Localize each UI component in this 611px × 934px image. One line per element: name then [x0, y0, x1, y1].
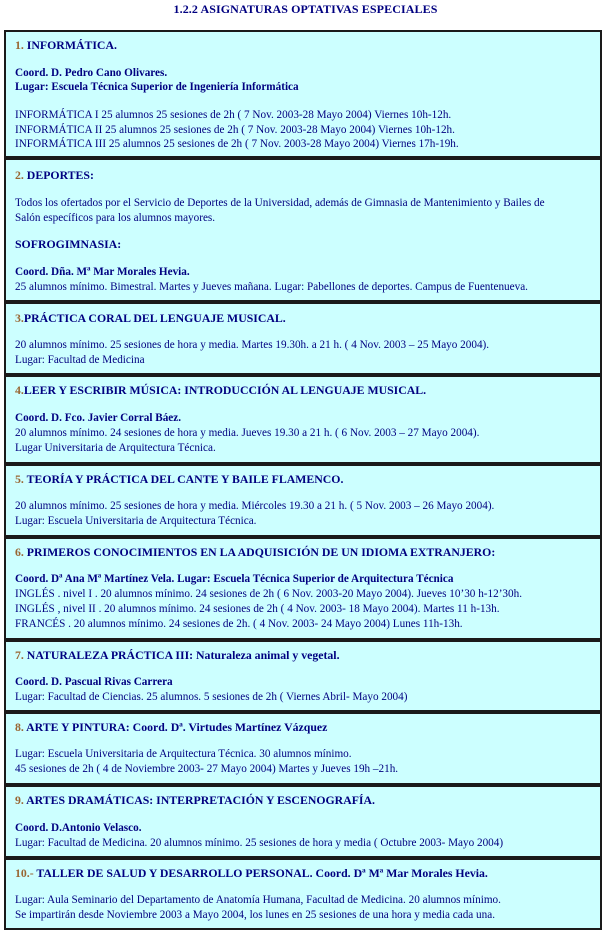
section-number: 3.	[15, 311, 24, 325]
location: Lugar: Escuela Técnica Superior de Ingeniería Informática	[15, 81, 299, 93]
location: Lugar: Facultad de Medicina	[15, 354, 145, 366]
coordinator: Coord. D. Fco. Javier Corral Báez.	[15, 412, 182, 424]
location: Lugar: Facultad de Ciencias. 25 alumnos. 5 sesiones de 2h ( Viernes Abril- Mayo 2004)	[15, 691, 408, 703]
location: Lugar: Escuela Universitaria de Arquitectura Técnica.	[15, 515, 257, 527]
section-heading	[15, 384, 426, 397]
section-informatica	[4, 30, 602, 158]
section-heading	[15, 867, 488, 880]
section-number: 8.	[15, 720, 24, 734]
course-line: INFORMÁTICA I 25 alumnos 25 sesiones de 2h ( 7 Nov. 2003-28 Mayo 2004) Viernes 10h-12h.	[15, 109, 452, 121]
location: Lugar: Escuela Universitaria de Arquitectura Técnica. 30 alumnos mínimo.	[15, 748, 352, 760]
coordinator: Coord. D.Antonio Velasco.	[15, 822, 142, 834]
course-line: INGLÉS . nivel I . 20 alumnos mínimo. 24 sesiones de 2h ( 6 Nov. 2003-20 Mayo 2004). Jueves 10’30 h-12’30h.	[15, 588, 523, 600]
course-line: 20 alumnos mínimo. 25 sesiones de hora y media. Martes 19.30h. a 21 h. ( 4 Nov. 2003 – 25 Mayo 2004).	[15, 339, 490, 351]
description-line: Se impartirán desde Noviembre 2003 a Mayo 2004, los lunes en 25 sesiones de una hora y media cada una.	[15, 909, 496, 921]
section-number: 4.	[15, 383, 24, 397]
section-title: PRIMEROS CONOCIMIENTOS EN LA ADQUISICIÓN DE UN IDIOMA EXTRANJERO:	[23, 545, 496, 559]
section-title: PRÁCTICA CORAL DEL LENGUAJE MUSICAL.	[23, 311, 286, 325]
section-artes-dramaticas	[4, 785, 602, 858]
section-number: 6.	[15, 545, 24, 559]
subsection-title: SOFROGIMNASIA:	[15, 237, 122, 251]
location: Lugar: Facultad de Medicina. 20 alumnos mínimo. 25 sesiones de hora y media ( Octubre 2003- Mayo 2004)	[15, 837, 504, 849]
course-line: 25 alumnos mínimo. Bimestral. Martes y Jueves mañana. Lugar: Pabellones de deportes. Campus de Fuentenueva.	[15, 281, 528, 293]
course-line: INFORMÁTICA III 25 alumnos 25 sesiones de 2h ( 7 Nov. 2003-28 Mayo 2004) Viernes 17h-19h.	[15, 138, 459, 150]
location: Lugar Universitaria de Arquitectura Técnica.	[15, 442, 216, 454]
coordinator: Coord. Dña. Mª Mar Morales Hevia.	[15, 266, 190, 278]
section-number: 9.	[15, 793, 24, 807]
section-title: INFORMÁTICA.	[23, 38, 117, 52]
section-heading	[15, 312, 286, 325]
section-number: 7.	[15, 648, 24, 662]
section-deportes	[4, 158, 602, 302]
section-title: NATURALEZA PRÁCTICA III: Naturaleza animal y vegetal.	[23, 648, 340, 662]
course-line: 20 alumnos mínimo. 24 sesiones de hora y media. Jueves 19.30 a 21 h. ( 6 Nov. 2003 – 27 Mayo 2004).	[15, 427, 480, 439]
section-idioma-extranjero	[4, 537, 602, 640]
section-heading	[15, 649, 340, 662]
section-heading	[15, 721, 327, 734]
location: Lugar: Aula Seminario del Departamento de Anatomía Humana, Facultad de Medicina. 20 alumnos mínimo.	[15, 894, 501, 906]
section-title: TEORÍA Y PRÁCTICA DEL CANTE Y BAILE FLAMENCO.	[23, 472, 344, 486]
section-number: 10.-	[15, 866, 34, 880]
section-number: 2.	[15, 168, 24, 182]
section-number: 1.	[15, 38, 24, 52]
document-title: 1.2.2 ASIGNATURAS OPTATIVAS ESPECIALES	[173, 2, 438, 16]
section-practica-coral	[4, 302, 602, 375]
section-naturaleza-practica	[4, 640, 602, 712]
section-number: 5.	[15, 472, 24, 486]
course-line: FRANCÉS . 20 alumnos mínimo. 24 sesiones de 2h. ( 4 Nov. 2003- 24 Mayo 2004) Lunes 11h-13h.	[15, 618, 463, 630]
section-leer-escribir-musica	[4, 375, 602, 464]
section-flamenco	[4, 464, 602, 537]
section-title: LEER Y ESCRIBIR MÚSICA: INTRODUCCIÓN AL LENGUAJE MUSICAL.	[23, 383, 427, 397]
description-line: Todos los ofertados por el Servicio de Deportes de la Universidad, además de Gimnasia de Mantenimiento y Bailes de	[15, 197, 545, 209]
coordinator: Coord. Dª Ana Mª Martínez Vela. Lugar: Escuela Técnica Superior de Arquitectura Técnica	[15, 573, 454, 585]
section-heading	[15, 169, 94, 182]
description-line: Salón específicos para los alumnos mayores.	[15, 212, 216, 224]
section-heading	[15, 39, 117, 52]
section-taller-salud	[4, 858, 602, 930]
section-title: DEPORTES:	[23, 168, 94, 182]
coordinator: Coord. D. Pedro Cano Olivares.	[15, 67, 168, 79]
section-arte-pintura	[4, 712, 602, 785]
course-line: INGLÉS , nivel II . 20 alumnos mínimo. 24 sesiones de 2h ( 4 Nov. 2003- 18 Mayo 2004). Martes 11 h-13h.	[15, 603, 500, 615]
section-heading	[15, 473, 343, 486]
course-line: 20 alumnos mínimo. 25 sesiones de hora y media. Miércoles 19.30 a 21 h. ( 5 Nov. 2003 – 26 Mayo 2004).	[15, 500, 495, 512]
section-title: ARTES DRAMÁTICAS: INTERPRETACIÓN Y ESCENOGRAFÍA.	[23, 793, 375, 807]
course-line: 45 sesiones de 2h ( 4 de Noviembre 2003- 27 Mayo 2004) Martes y Jueves 19h –21h.	[15, 763, 399, 775]
section-title: TALLER DE SALUD Y DESARROLLO PERSONAL. Coord. Dª Mª Mar Morales Hevia.	[33, 866, 488, 880]
coordinator: Coord. D. Pascual Rivas Carrera	[15, 676, 173, 688]
course-line: INFORMÁTICA II 25 alumnos 25 sesiones de 2h ( 7 Nov. 2003-28 Mayo 2004) Viernes 10h-12h.	[15, 124, 455, 136]
section-heading	[15, 794, 375, 807]
section-heading	[15, 546, 495, 559]
section-title: ARTE Y PINTURA: Coord. Dª. Virtudes Martínez Vázquez	[23, 720, 328, 734]
